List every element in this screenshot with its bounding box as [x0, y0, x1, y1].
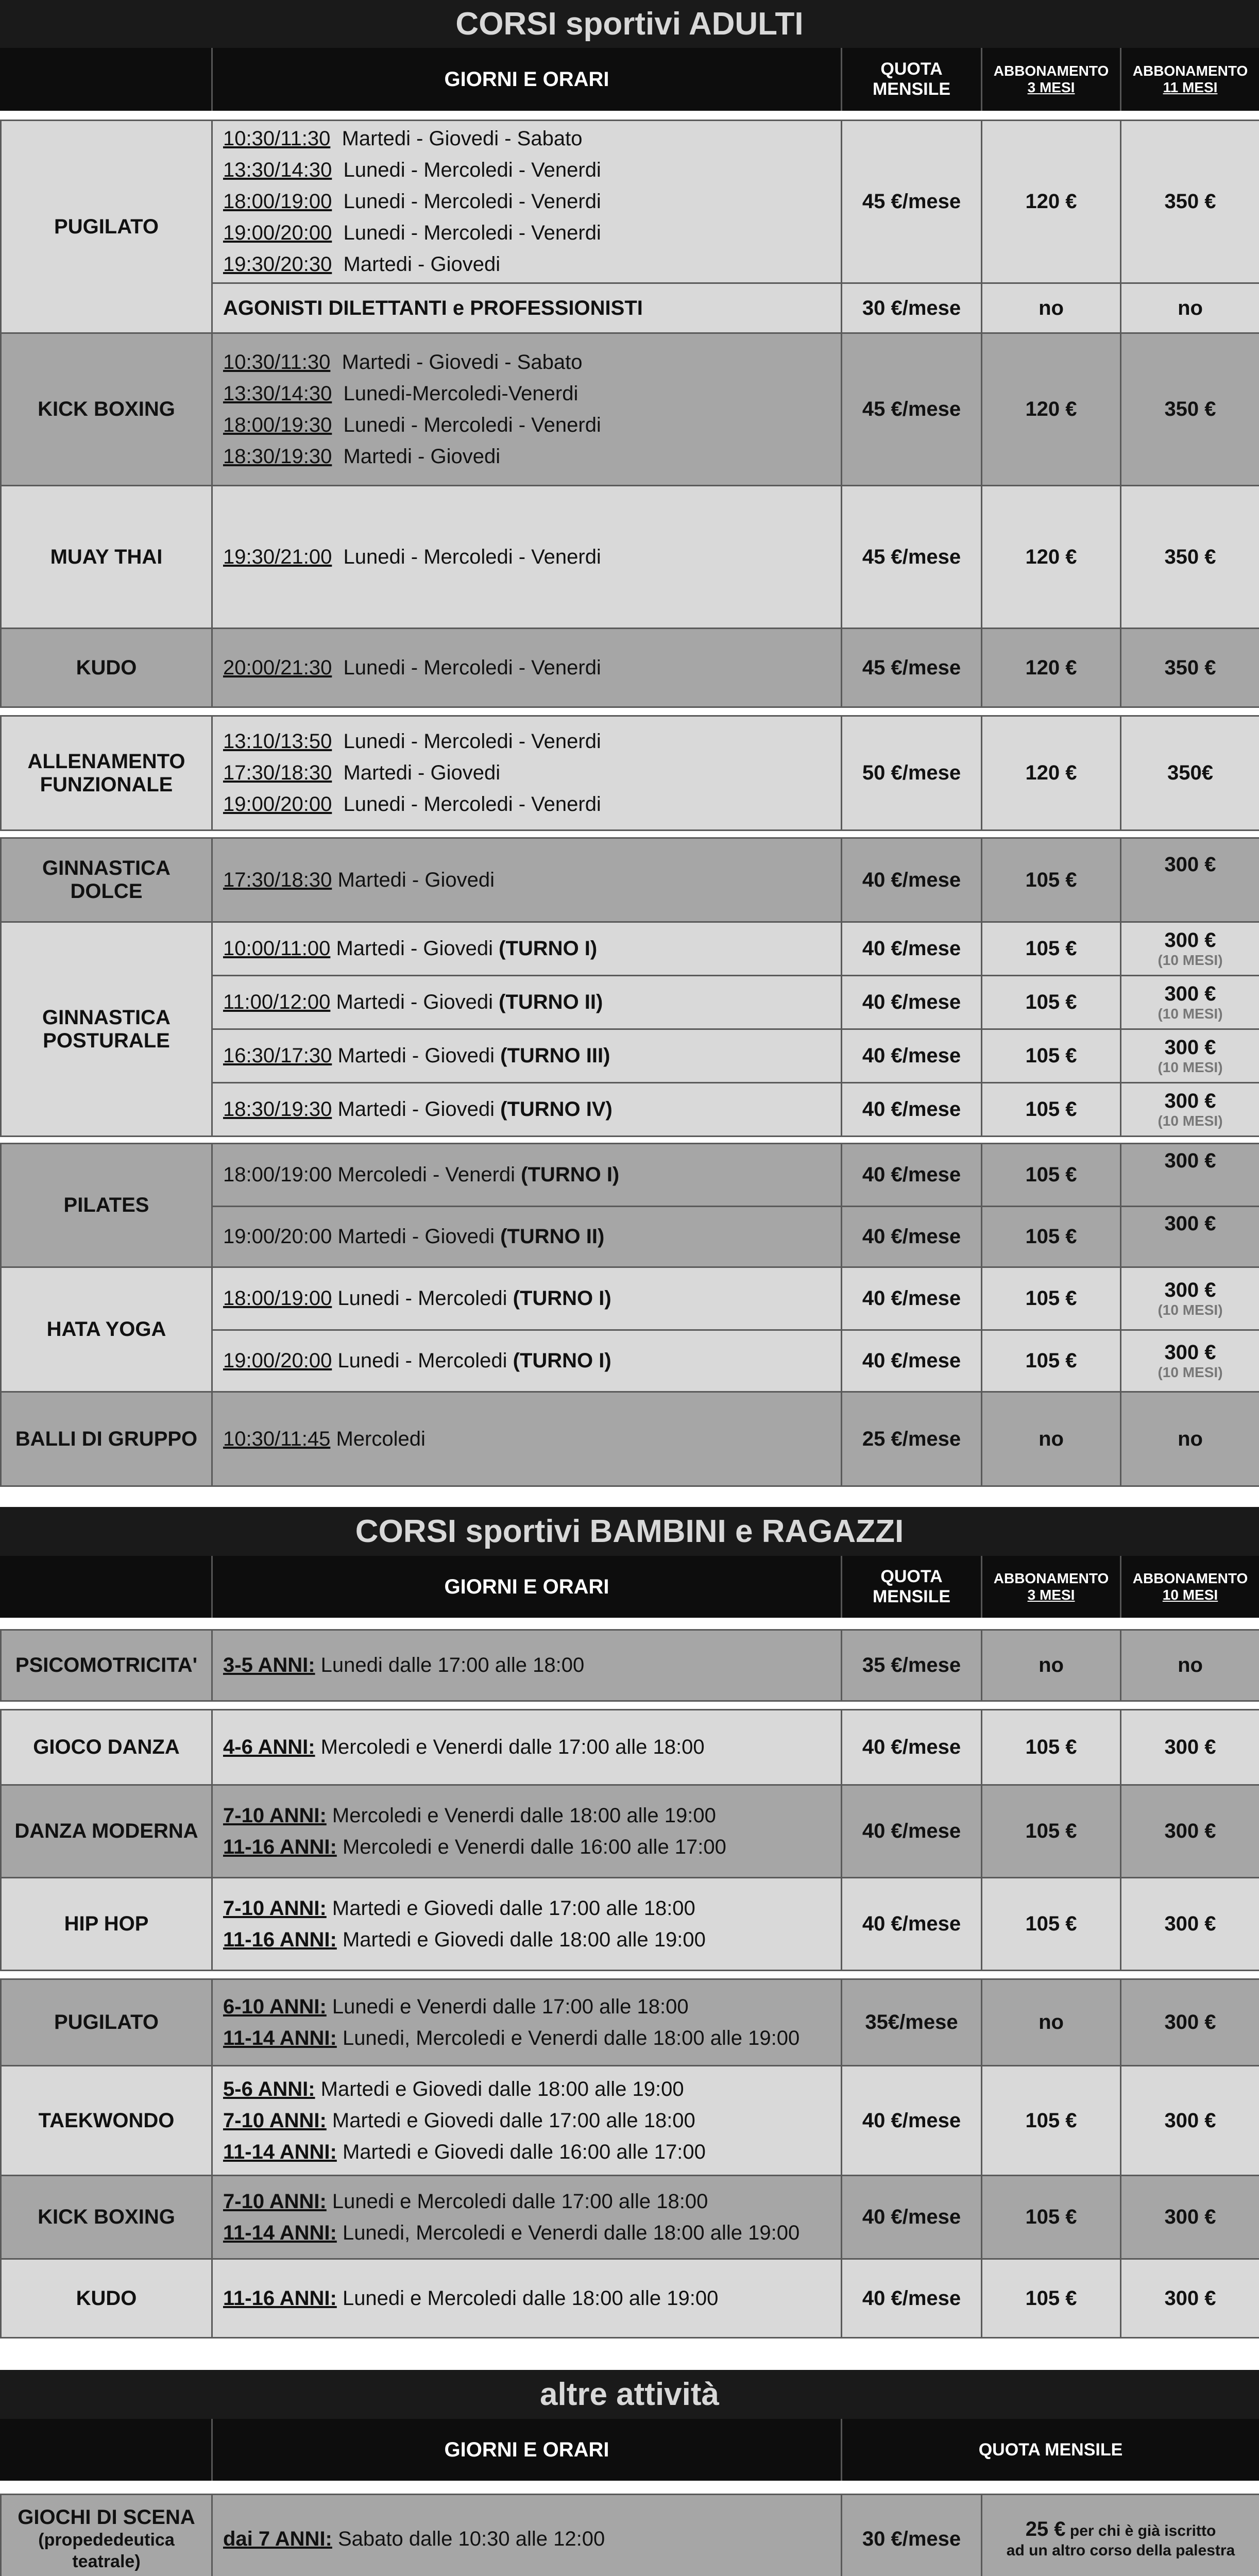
fee: 40 €/mese	[842, 1267, 982, 1330]
row-hip-hop	[0, 1877, 1259, 1971]
fee: 40 €/mese	[842, 1207, 982, 1267]
course-name: KUDO	[1, 2259, 212, 2338]
row-pugilato-kids	[0, 1978, 1259, 2066]
header-sub-11: ABBONAMENTO 11 MESI	[1120, 48, 1259, 111]
course-name: HIP HOP	[1, 1878, 212, 1971]
sub-10: 300 €	[1121, 1144, 1259, 1207]
header-fee: QUOTA MENSILE	[841, 2419, 1259, 2481]
header-schedule: GIORNI E ORARI	[211, 2419, 841, 2481]
sub-3: 105 €	[982, 838, 1121, 922]
schedule: 18:00/19:00 Lunedi - Mercoledi (TURNO I)	[212, 1267, 842, 1330]
sub-3: 105 €	[982, 922, 1121, 976]
row-allenamento-funzionale	[0, 715, 1259, 831]
sub-10: 300 €	[1121, 2259, 1259, 2338]
header-sub-10: ABBONAMENTO 10 MESI	[1120, 1556, 1259, 1618]
fee: 40 €/mese	[842, 2066, 982, 2176]
fee: 30 €/mese	[842, 283, 982, 333]
sub-3: no	[982, 1392, 1121, 1486]
fee: 40 €/mese	[842, 2259, 982, 2338]
sub-3: 105 €	[982, 976, 1121, 1029]
course-name: ALLENAMENTO FUNZIONALE	[1, 716, 212, 831]
row-pilates	[0, 1143, 1259, 1268]
schedule: 11:00/12:00 Martedi - Giovedi (TURNO II)	[212, 976, 842, 1029]
sub-10: 300 € (10 MESI)	[1121, 1267, 1259, 1330]
sub-3: 105 €	[982, 1710, 1121, 1785]
course-name: GINNASTICA DOLCE	[1, 838, 212, 922]
fee: 30 €/mese	[842, 2495, 982, 2576]
schedule: 6-10 ANNI: Lunedi e Venerdi dalle 17:00 alle 18:00 11-14 ANNI: Lunedi, Mercoledi e Venerdi dalle 18:00 alle 19:00	[212, 1979, 842, 2066]
course-name: BALLI DI GRUPPO	[1, 1392, 212, 1486]
sub-10: 300 €	[1121, 1207, 1259, 1267]
sub-3: 120 €	[982, 486, 1121, 629]
adults-title: CORSI sportivi ADULTI	[0, 0, 1259, 48]
fee: 40 €/mese	[842, 1144, 982, 1207]
sub-3: 105 €	[982, 1785, 1121, 1878]
sub-3: 105 €	[982, 2176, 1121, 2259]
sub-10: 300 €	[1121, 1878, 1259, 1971]
row-ginnastica-dolce	[0, 837, 1259, 923]
row-kick-boxing	[0, 332, 1259, 486]
fee: 35€/mese	[842, 1979, 982, 2066]
schedule: 7-10 ANNI: Mercoledi e Venerdi dalle 18:00 alle 19:00 11-16 ANNI: Mercoledi e Venerdi dalle 16:00 alle 17:00	[212, 1785, 842, 1878]
header-schedule: GIORNI E ORARI	[211, 1556, 841, 1618]
sub-10: 300 € (10 MESI)	[1121, 976, 1259, 1029]
course-name: HATA YOGA	[1, 1267, 212, 1392]
course-name: GIOCHI DI SCENA (propededeutica teatrale)	[1, 2495, 212, 2576]
sub-10: 300 €	[1121, 1710, 1259, 1785]
row-gioco-danza	[0, 1709, 1259, 1786]
course-name: KICK BOXING	[1, 333, 212, 486]
sub-11: 350 €	[1121, 629, 1259, 707]
course-name: DANZA MODERNA	[1, 1785, 212, 1878]
fee: 40 €/mese	[842, 1330, 982, 1392]
header-sub-3: ABBONAMENTO 3 MESI	[981, 1556, 1120, 1618]
sub-3: 105 €	[982, 2066, 1121, 2176]
row-hata-yoga	[0, 1266, 1259, 1393]
course-name: KICK BOXING	[1, 2176, 212, 2259]
schedule: 10:30/11:30 Martedi - Giovedi - Sabato 13:30/14:30 Lunedi - Mercoledi - Venerdi 18:00/19:00 Lunedi - Mercoledi - Venerdi 19:00/20:00 Lunedi - Mercoledi - Venerdi 19:30/20:30 Martedi - Giovedi	[212, 121, 842, 283]
kids-title: CORSI sportivi BAMBINI e RAGAZZI	[0, 1507, 1259, 1556]
fee: 40 €/mese	[842, 1710, 982, 1785]
schedule: 19:00/20:00 Martedi - Giovedi (TURNO II)	[212, 1207, 842, 1267]
course-name: TAEKWONDO	[1, 2066, 212, 2176]
sub-3: 105 €	[982, 2259, 1121, 2338]
sub-11: no	[1121, 283, 1259, 333]
schedule: 7-10 ANNI: Martedi e Giovedi dalle 17:00 alle 18:00 11-16 ANNI: Martedi e Giovedi dalle 18:00 alle 19:00	[212, 1878, 842, 1971]
fee: 40 €/mese	[842, 1083, 982, 1137]
fee: 40 €/mese	[842, 1878, 982, 1971]
schedule: 19:30/21:00 Lunedi - Mercoledi - Venerdi	[212, 486, 842, 629]
row-danza-moderna	[0, 1784, 1259, 1878]
fee: 40 €/mese	[842, 1029, 982, 1083]
header-sub-3: ABBONAMENTO 3 MESI	[981, 48, 1120, 111]
row-kudo-kids	[0, 2258, 1259, 2338]
sub-3: 120 €	[982, 333, 1121, 486]
sub-10: 300 € (10 MESI)	[1121, 1083, 1259, 1137]
fee: 40 €/mese	[842, 1785, 982, 1878]
fee: 45 €/mese	[842, 121, 982, 283]
fee: 35 €/mese	[842, 1630, 982, 1701]
schedule: 10:00/11:00 Martedi - Giovedi (TURNO I)	[212, 922, 842, 976]
sub-3: 105 €	[982, 1144, 1121, 1207]
schedule: 16:30/17:30 Martedi - Giovedi (TURNO III)	[212, 1029, 842, 1083]
header-fee: QUOTA MENSILE	[841, 48, 981, 111]
sub-11: 350 €	[1121, 121, 1259, 283]
sub-3: 120 €	[982, 121, 1121, 283]
row-balli-di-gruppo	[0, 1391, 1259, 1487]
fee: 45 €/mese	[842, 333, 982, 486]
fee: 25 €/mese	[842, 1392, 982, 1486]
schedule: 10:30/11:30 Martedi - Giovedi - Sabato 13:30/14:30 Lunedi-Mercoledi-Venerdi 18:00/19:30 Lunedi - Mercoledi - Venerdi 18:30/19:30 Martedi - Giovedi	[212, 333, 842, 486]
other-header	[0, 2419, 1259, 2481]
sub-10: 300 €	[1121, 1979, 1259, 2066]
row-pugilato	[0, 120, 1259, 334]
course-name: KUDO	[1, 629, 212, 707]
sub-3: 120 €	[982, 629, 1121, 707]
other-title: altre attività	[0, 2370, 1259, 2419]
course-name: MUAY THAI	[1, 486, 212, 629]
course-name: PSICOMOTRICITA'	[1, 1630, 212, 1701]
course-name: PUGILATO	[1, 1979, 212, 2066]
sub-3: 105 €	[982, 1207, 1121, 1267]
schedule: 5-6 ANNI: Martedi e Giovedi dalle 18:00 alle 19:00 7-10 ANNI: Martedi e Giovedi dalle 17:00 alle 18:00 11-14 ANNI: Martedi e Giovedi dalle 16:00 alle 17:00	[212, 2066, 842, 2176]
schedule: 18:00/19:00 Mercoledi - Venerdi (TURNO I)	[212, 1144, 842, 1207]
schedule: 20:00/21:30 Lunedi - Mercoledi - Venerdi	[212, 629, 842, 707]
discount: 25 € per chi è già iscritto ad un altro corso della palestra	[982, 2495, 1259, 2576]
course-name: GINNASTICA POSTURALE	[1, 922, 212, 1137]
fee: 40 €/mese	[842, 2176, 982, 2259]
sub-3: 105 €	[982, 1878, 1121, 1971]
course-name: PILATES	[1, 1144, 212, 1267]
fee: 40 €/mese	[842, 838, 982, 922]
sub-11: 350 €	[1121, 333, 1259, 486]
sub-10: 300 €	[1121, 1785, 1259, 1878]
schedule: 19:00/20:00 Lunedi - Mercoledi (TURNO I)	[212, 1330, 842, 1392]
row-muay-thai	[0, 485, 1259, 629]
row-kick-boxing-kids	[0, 2175, 1259, 2260]
sub-3: 105 €	[982, 1330, 1121, 1392]
sub-10: no	[1121, 1630, 1259, 1701]
sub-3: 105 €	[982, 1083, 1121, 1137]
sub-10: 300 € (10 MESI)	[1121, 1029, 1259, 1083]
sub-11: 350€	[1121, 716, 1259, 831]
schedule: 10:30/11:45 Mercoledi	[212, 1392, 842, 1486]
fee: 45 €/mese	[842, 629, 982, 707]
schedule: 11-16 ANNI: Lunedi e Mercoledi dalle 18:00 alle 19:00	[212, 2259, 842, 2338]
sub-10: 300 € (10 MESI)	[1121, 922, 1259, 976]
fee: 50 €/mese	[842, 716, 982, 831]
schedule: 18:30/19:30 Martedi - Giovedi (TURNO IV)	[212, 1083, 842, 1137]
adults-header	[0, 48, 1259, 111]
schedule: dai 7 ANNI: Sabato dalle 10:30 alle 12:00	[212, 2495, 842, 2576]
course-name: GIOCO DANZA	[1, 1710, 212, 1785]
row-psicomotricita	[0, 1629, 1259, 1702]
fee: 45 €/mese	[842, 486, 982, 629]
row-taekwondo	[0, 2065, 1259, 2176]
schedule: 13:10/13:50 Lunedi - Mercoledi - Venerdi 17:30/18:30 Martedi - Giovedi 19:00/20:00 Lunedi - Mercoledi - Venerdi	[212, 716, 842, 831]
sub-10: 300 € (10 MESI)	[1121, 1330, 1259, 1392]
kids-header	[0, 1556, 1259, 1618]
schedule: 3-5 ANNI: Lunedi dalle 17:00 alle 18:00	[212, 1630, 842, 1701]
row-kudo	[0, 628, 1259, 708]
sub-3: 120 €	[982, 716, 1121, 831]
sub-11: no	[1121, 1392, 1259, 1486]
schedule: 7-10 ANNI: Lunedi e Mercoledi dalle 17:00 alle 18:00 11-14 ANNI: Lunedi, Mercoledi e Venerdi dalle 18:00 alle 19:00	[212, 2176, 842, 2259]
sub-3: no	[982, 1630, 1121, 1701]
sub-10: 300 €	[1121, 838, 1259, 922]
sub-3: no	[982, 283, 1121, 333]
schedule: 17:30/18:30 Martedi - Giovedi	[212, 838, 842, 922]
schedule: 4-6 ANNI: Mercoledi e Venerdi dalle 17:00 alle 18:00	[212, 1710, 842, 1785]
fee: 40 €/mese	[842, 922, 982, 976]
row-ginnastica-posturale	[0, 921, 1259, 1137]
sub-10: 300 €	[1121, 2176, 1259, 2259]
sub-3: 105 €	[982, 1267, 1121, 1330]
sub-10: 300 €	[1121, 2066, 1259, 2176]
sub-11: 350 €	[1121, 486, 1259, 629]
header-fee: QUOTA MENSILE	[841, 1556, 981, 1618]
fee: 40 €/mese	[842, 976, 982, 1029]
sub-3: no	[982, 1979, 1121, 2066]
agonisti-label: AGONISTI DILETTANTI e PROFESSIONISTI	[212, 283, 842, 333]
course-name: PUGILATO	[1, 121, 212, 333]
header-schedule: GIORNI E ORARI	[211, 48, 841, 111]
sub-3: 105 €	[982, 1029, 1121, 1083]
row-giochi-di-scena	[0, 2494, 1259, 2576]
